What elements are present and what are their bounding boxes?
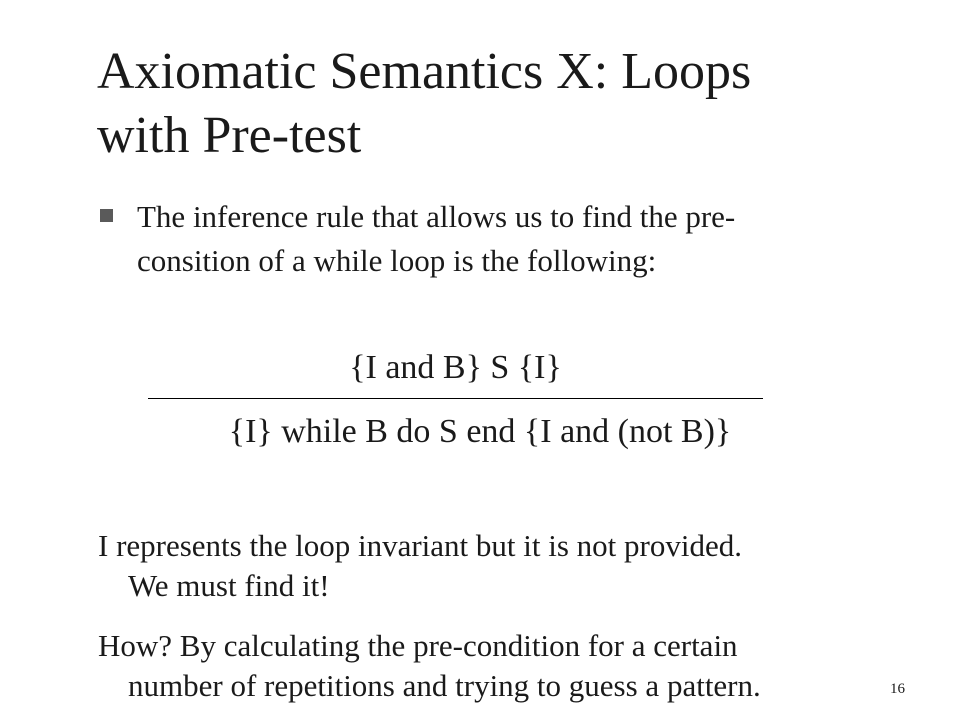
method-paragraph: [98, 626, 761, 706]
bullet-text-line-2: consition of a while loop is the following:: [137, 243, 657, 278]
inference-rule-premise: {I and B} S {I}: [349, 349, 562, 386]
invariant-paragraph-line-1: I represents the loop invariant but it is not provided.: [98, 528, 742, 563]
page-number: 16: [890, 681, 905, 697]
method-paragraph-line-2: number of repetitions and trying to guess a pattern.: [128, 668, 761, 703]
square-bullet-icon: [100, 209, 113, 222]
bullet-text-line-1: The inference rule that allows us to find the pre-: [137, 199, 736, 234]
method-paragraph-line-1: How? By calculating the pre-condition for a certain: [98, 628, 738, 663]
invariant-paragraph-line-2: We must find it!: [128, 568, 330, 603]
invariant-paragraph: [98, 526, 742, 606]
inference-rule-conclusion: {I} while B do S end {I and (not B)}: [228, 413, 732, 450]
slide-title: [97, 40, 917, 168]
slide-title-line-1: Axiomatic Semantics X: Loops: [97, 43, 752, 100]
bullet-text: [137, 195, 735, 283]
inference-rule-divider: [148, 398, 763, 399]
slide-title-line-2: with Pre-test: [97, 107, 362, 164]
